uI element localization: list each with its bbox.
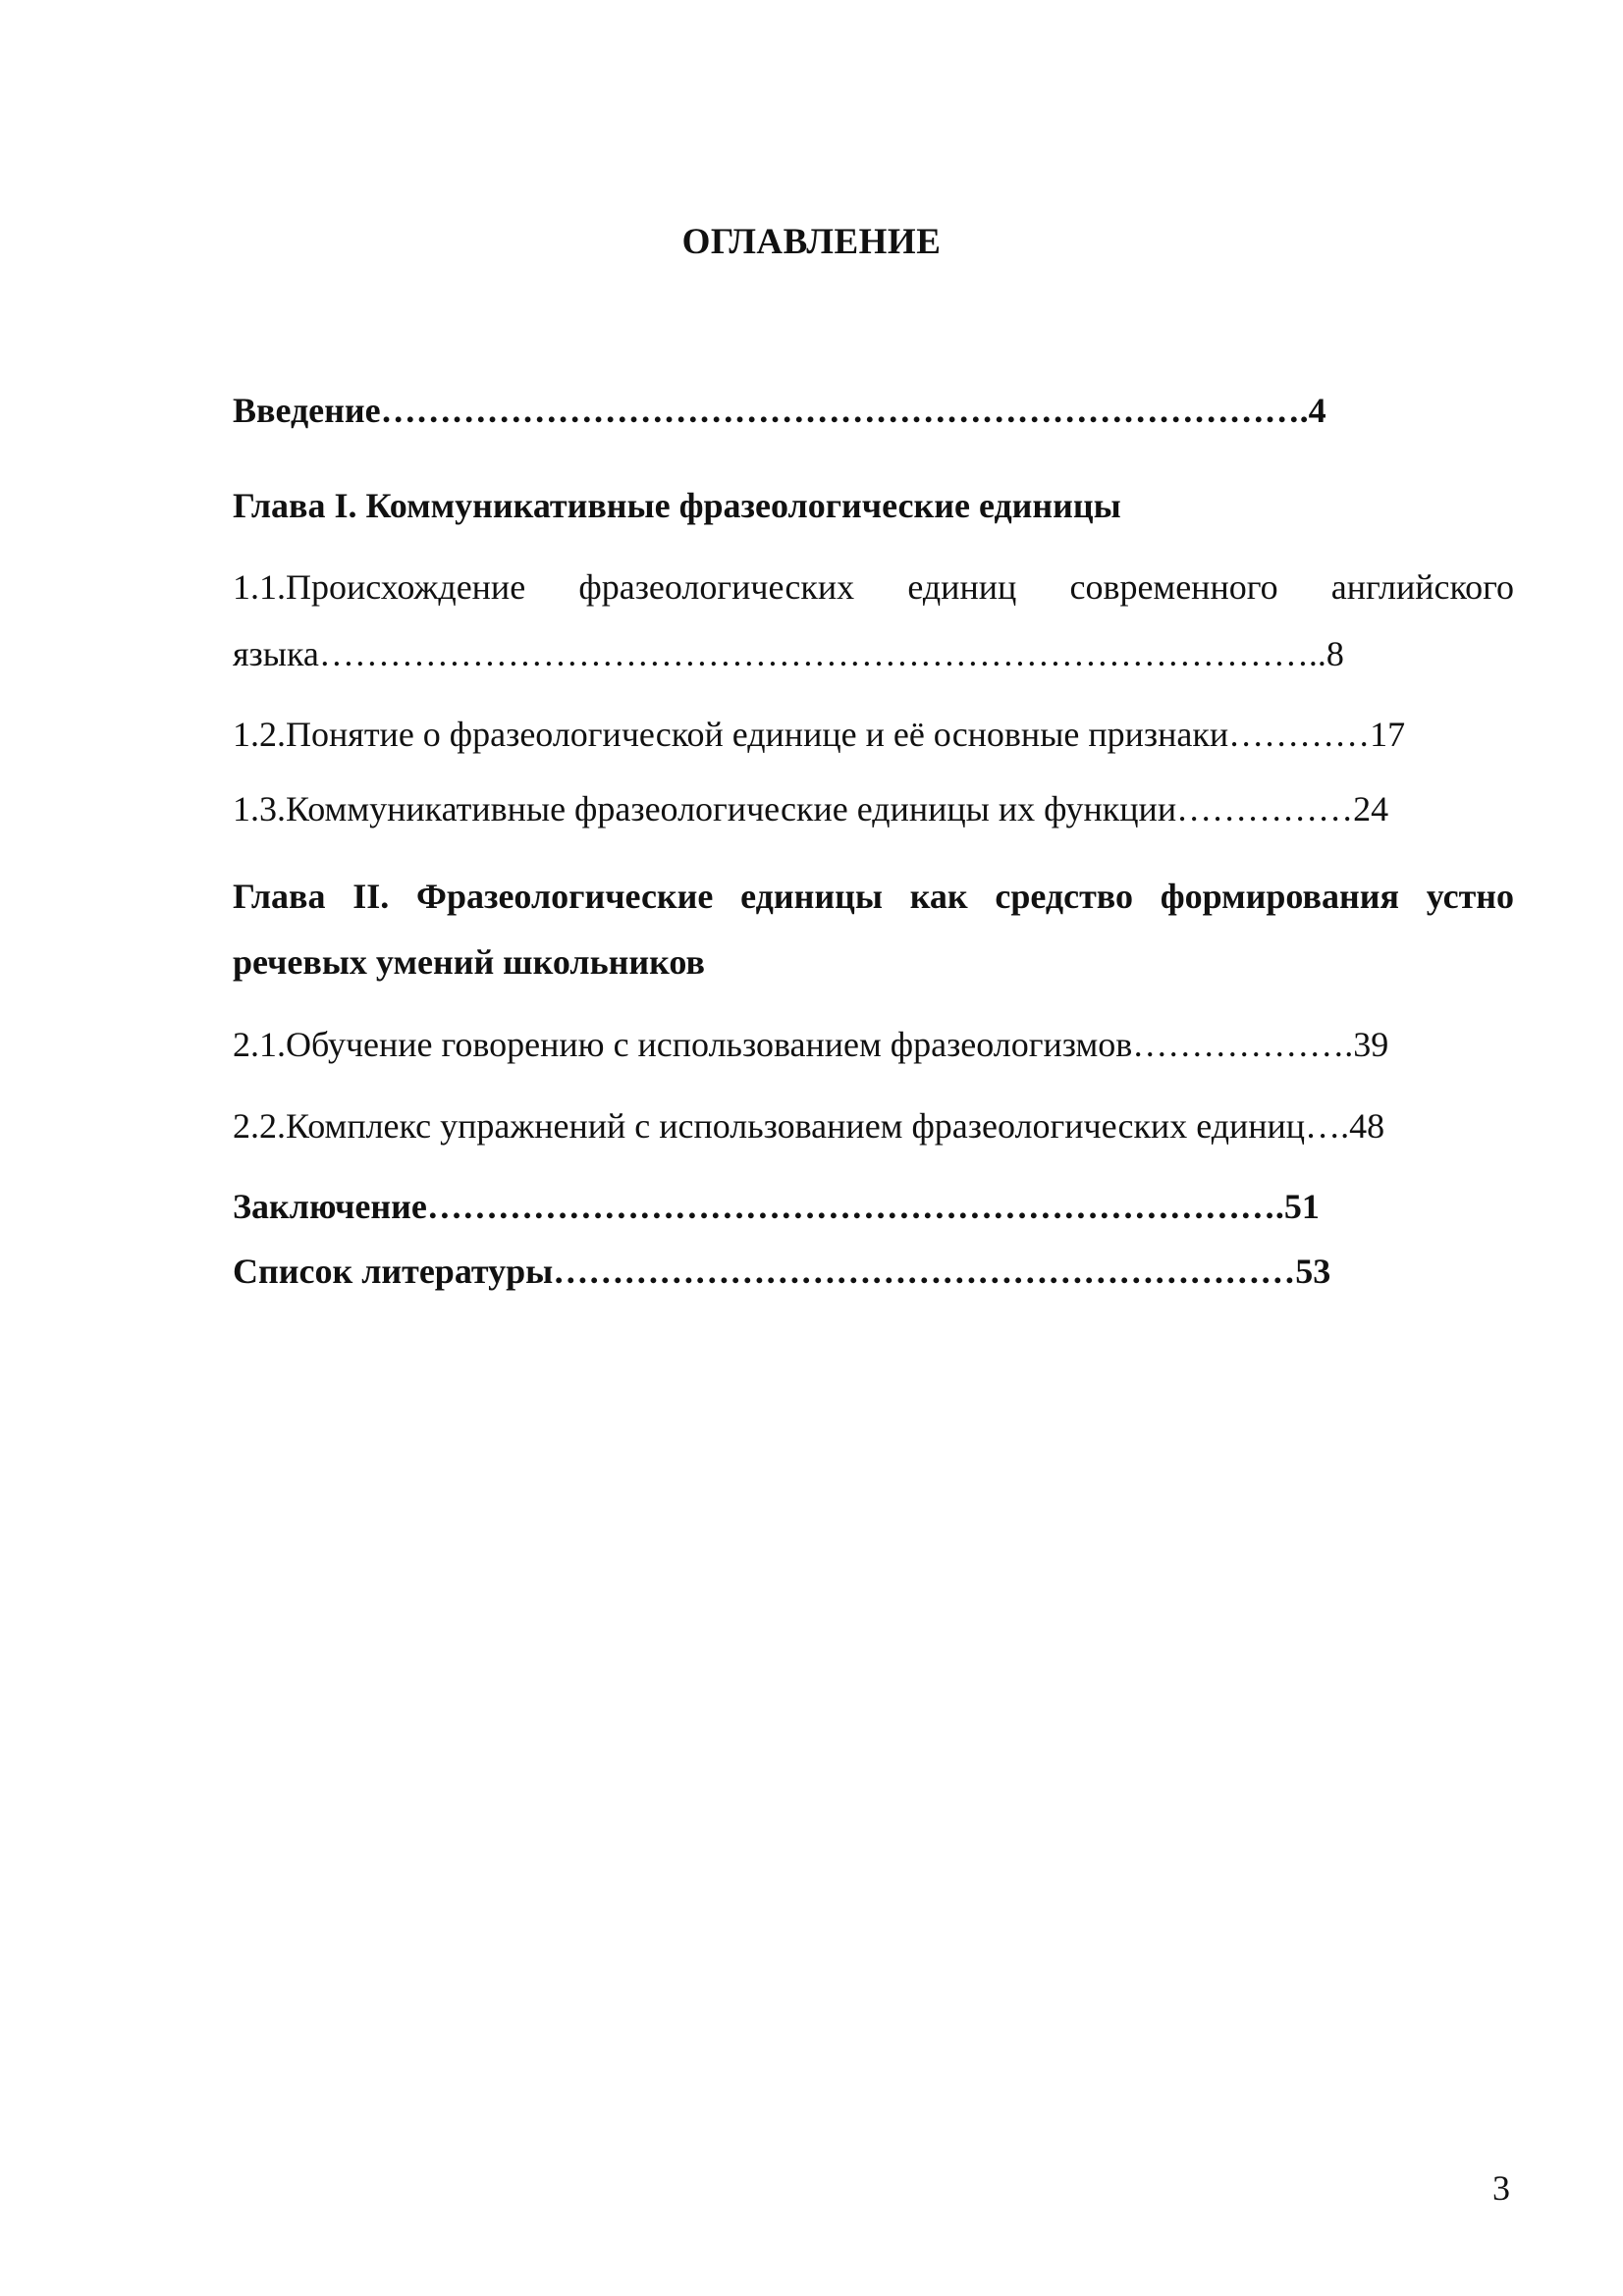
toc-title: ОГЛАВЛЕНИЕ bbox=[681, 222, 942, 262]
toc-entry-intro bbox=[233, 386, 1326, 435]
toc-entry-1-3: 1.3.Коммуникативные фразеологические единицы их функции……………24 bbox=[233, 789, 1389, 828]
page-number: 3 bbox=[1492, 2168, 1510, 2208]
toc-entry-1-1-line1: 1.1.Происхождение фразеологических единиц современного английского bbox=[233, 567, 1514, 607]
toc-entry-1-1-line2: языка…………………………………………………………………………..8 bbox=[233, 634, 1344, 673]
toc-entry-conclusion: Заключение……………………………………………………………….51 bbox=[233, 1187, 1320, 1226]
toc-chapter1-heading: Глава I. Коммуникативные фразеологические единицы bbox=[233, 486, 1121, 525]
toc-entry-2-2: 2.2.Комплекс упражнений с использованием фразеологических единиц….48 bbox=[233, 1106, 1385, 1146]
toc-entry-references: Список литературы………………………………………………………53 bbox=[233, 1252, 1331, 1291]
toc-chapter2-heading-line1: Глава II. Фразеологические единицы как средство формирования устно bbox=[233, 877, 1514, 916]
toc-intro-text: Введение…………………………………………………………………….4 bbox=[233, 391, 1326, 430]
toc-entry-2-1: 2.1.Обучение говорению с использованием фразеологизмов……………….39 bbox=[233, 1025, 1389, 1064]
toc-chapter2-heading-line2: речевых умений школьников bbox=[233, 942, 705, 982]
toc-entry-1-2: 1.2.Понятие о фразеологической единице и её основные признаки…………17 bbox=[233, 715, 1406, 754]
